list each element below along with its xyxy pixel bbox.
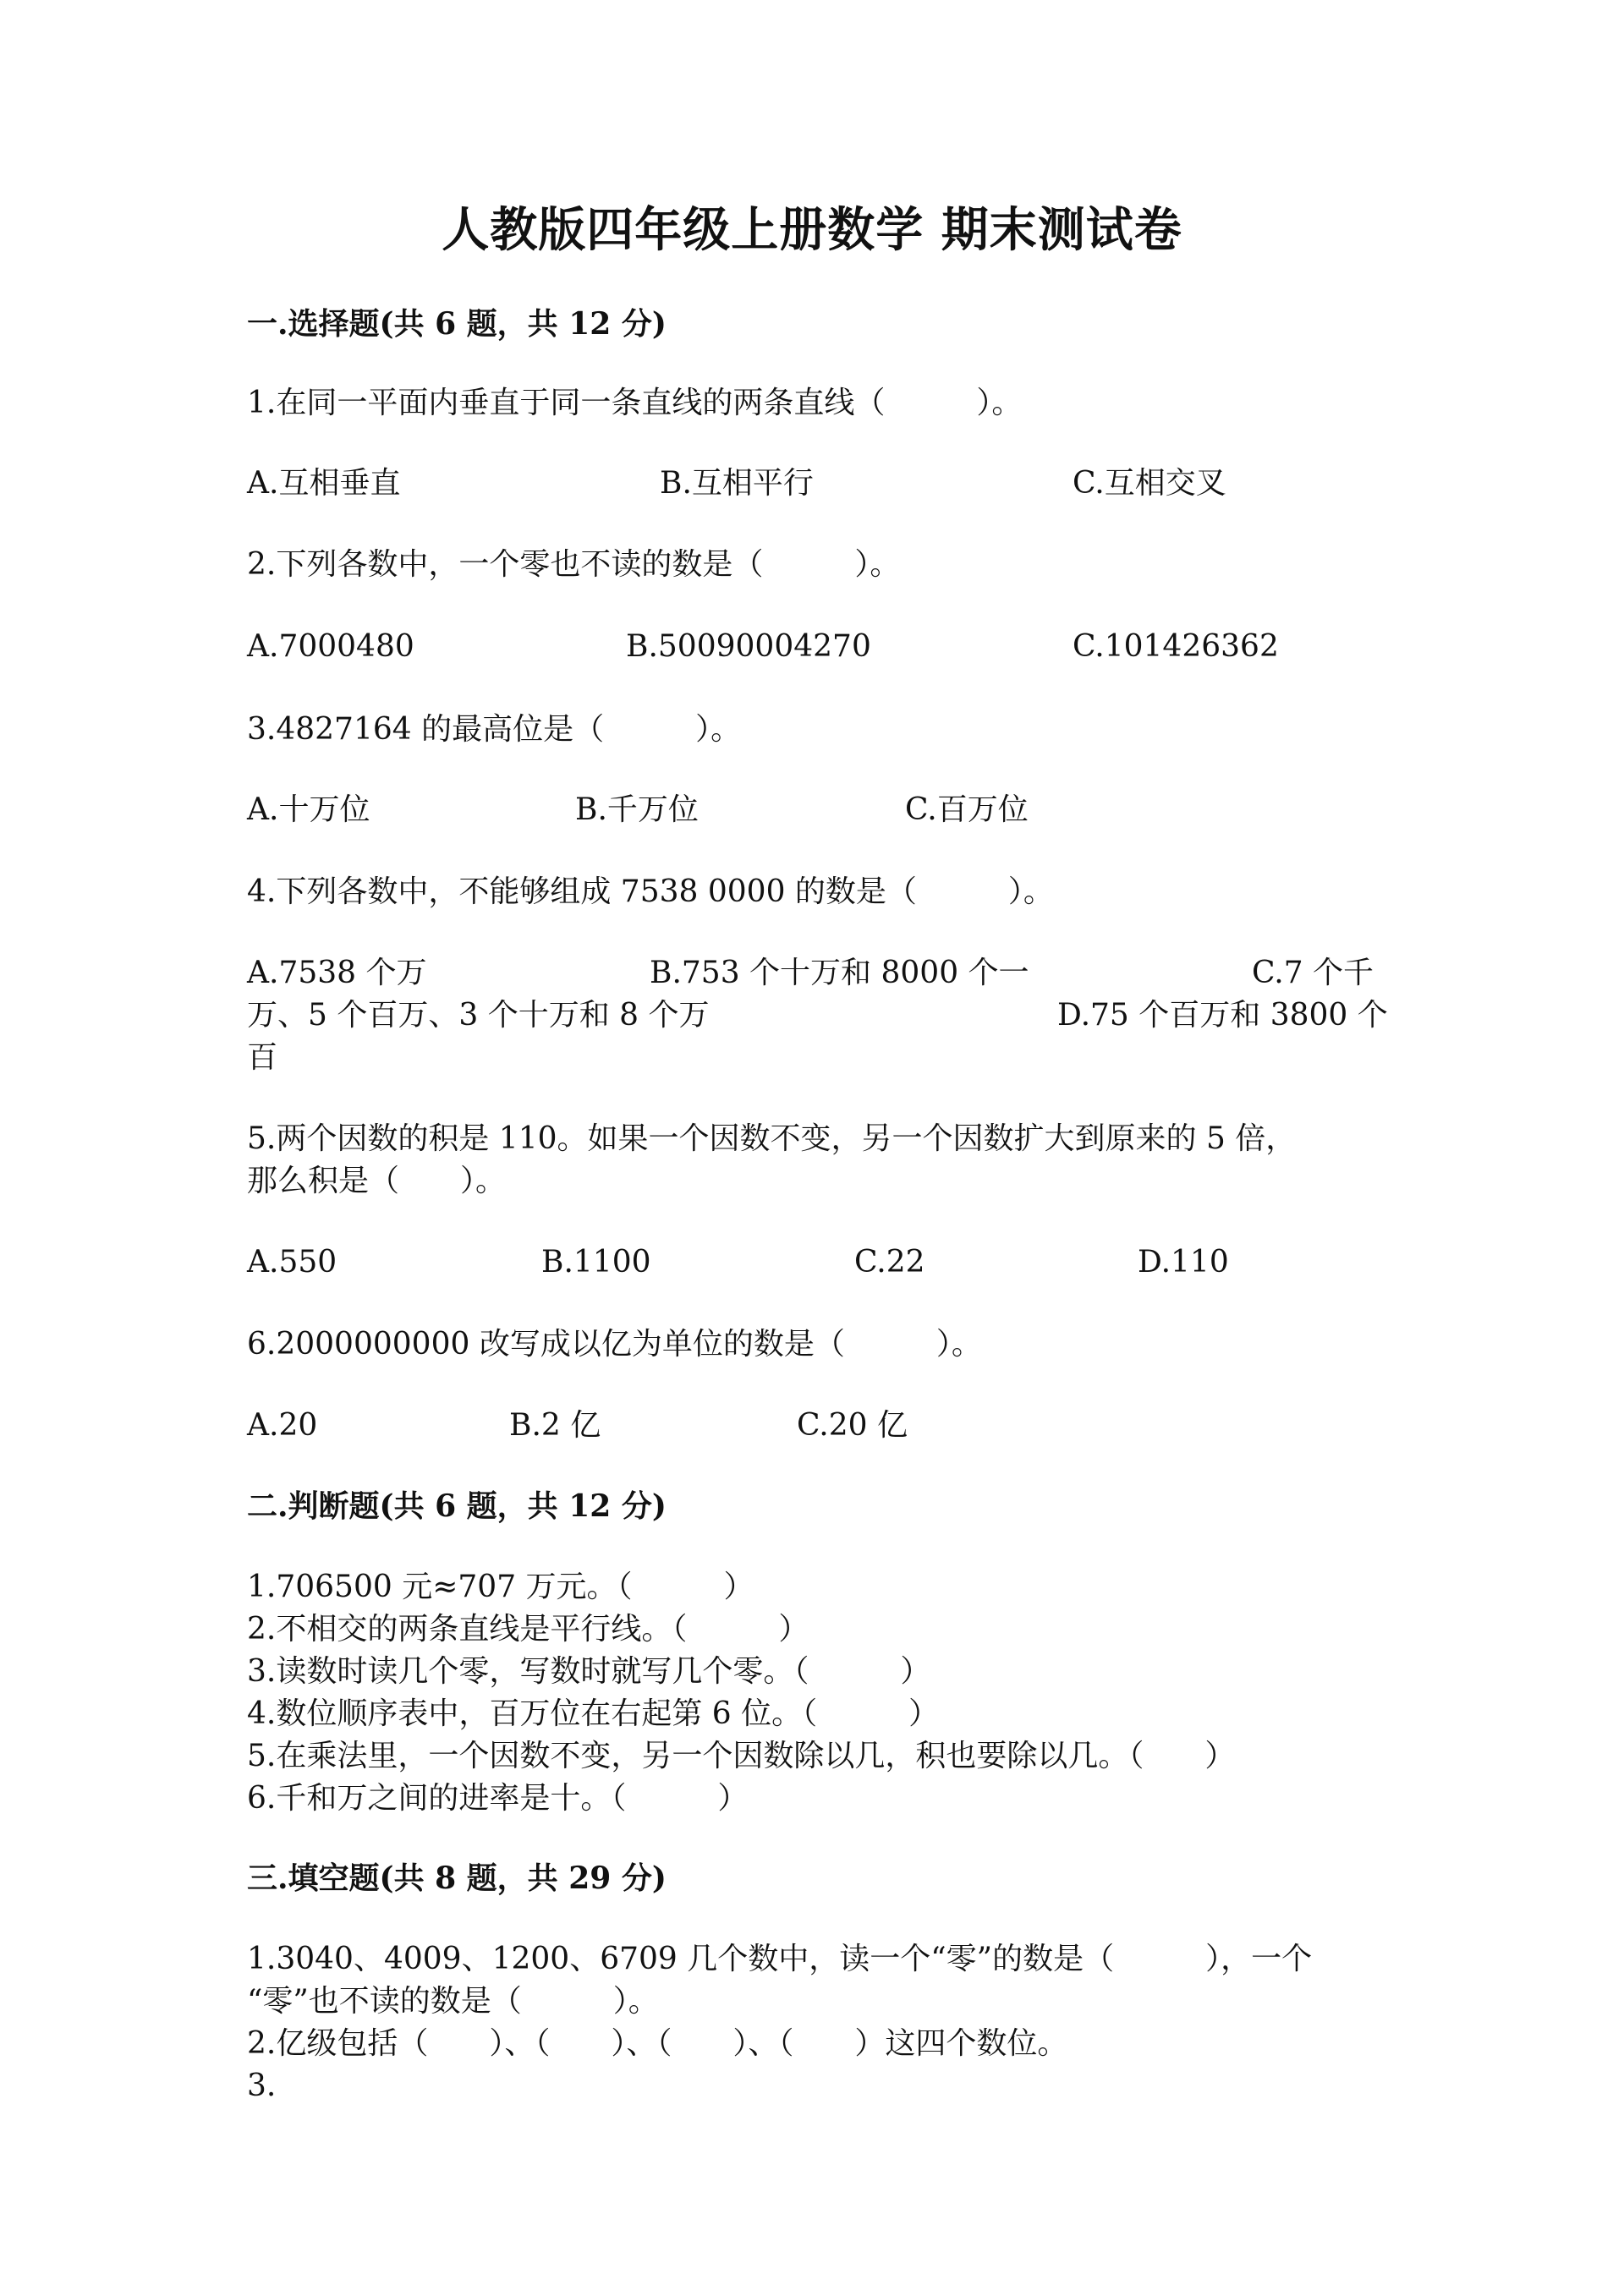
- fill-question-stem: 3.: [247, 2069, 277, 2103]
- option-c: C.互相交叉: [1073, 466, 1226, 501]
- judge-item: 2.不相交的两条直线是平行线。（ ）: [247, 1612, 809, 1647]
- option-a: A.互相垂直: [247, 466, 401, 501]
- fill-question-stem: 1.3040、4009、1200、6709 几个数中，读一个“零”的数是（ ），一个: [247, 1942, 1313, 1976]
- option-c-continued: 万、5 个百万、3 个十万和 8 个万: [247, 998, 710, 1033]
- judge-item: 6.千和万之间的进率是十。（ ）: [247, 1781, 749, 1816]
- option-a: A.550: [247, 1245, 337, 1280]
- option-d-continued: 百: [247, 1040, 278, 1075]
- page-title: 人教版四年级上册数学 期末测试卷: [442, 202, 1182, 258]
- option-a: A.7538 个万: [247, 956, 427, 990]
- option-c: C.101426362: [1073, 629, 1279, 664]
- option-c: C.22: [854, 1245, 925, 1280]
- option-b: B.1100: [541, 1245, 651, 1280]
- question-stem: 5.两个因数的积是 110。如果一个因数不变，另一个因数扩大到原来的 5 倍，: [247, 1121, 1297, 1156]
- question-stem: 2.下列各数中，一个零也不读的数是（ ）。: [247, 547, 901, 582]
- question-stem: 6.2000000000 改写成以亿为单位的数是（ ）。: [247, 1327, 982, 1362]
- question-stem: 3.4827164 的最高位是（ ）。: [247, 712, 742, 747]
- option-a: A.20: [247, 1408, 318, 1443]
- option-a: A.7000480: [247, 629, 414, 664]
- option-b: B.753 个十万和 8000 个一: [650, 956, 1029, 990]
- judge-item: 4.数位顺序表中，百万位在右起第 6 位。（ ）: [247, 1696, 940, 1731]
- judge-item: 5.在乘法里，一个因数不变，另一个因数除以几，积也要除以几。（ ）: [247, 1739, 1236, 1773]
- judge-item: 1.706500 元≈707 万元。（ ）: [247, 1570, 754, 1604]
- fill-question-stem: 2.亿级包括（ ）、（ ）、（ ）、（ ）这四个数位。: [247, 2026, 1068, 2061]
- option-b: B.2 亿: [509, 1408, 601, 1443]
- option-c: C.20 亿: [797, 1408, 908, 1443]
- option-d: D.110: [1138, 1245, 1229, 1280]
- option-b: B.50090004270: [626, 629, 871, 664]
- option-d: D.75 个百万和 3800 个: [1057, 998, 1388, 1033]
- option-c: C.7 个千: [1252, 956, 1374, 990]
- section-heading-judge: 二.判断题(共 6 题，共 12 分): [247, 1488, 667, 1524]
- judge-item: 3.读数时读几个零，写数时就写几个零。（ ）: [247, 1654, 931, 1689]
- option-a: A.十万位: [247, 792, 370, 827]
- option-c: C.百万位: [905, 792, 1029, 827]
- question-stem: 4.下列各数中，不能够组成 7538 0000 的数是（ ）。: [247, 874, 1054, 909]
- section-heading-fill: 三.填空题(共 8 题，共 29 分): [247, 1860, 667, 1896]
- section-heading-choice: 一.选择题(共 6 题，共 12 分): [247, 306, 667, 342]
- option-b: B.互相平行: [660, 466, 814, 501]
- option-b: B.千万位: [575, 792, 699, 827]
- question-stem: 1.在同一平面内垂直于同一条直线的两条直线（ ）。: [247, 386, 1023, 420]
- fill-question-stem-continued: “零”也不读的数是（ ）。: [247, 1984, 659, 2019]
- question-stem-continued: 那么积是（ ）。: [247, 1164, 507, 1198]
